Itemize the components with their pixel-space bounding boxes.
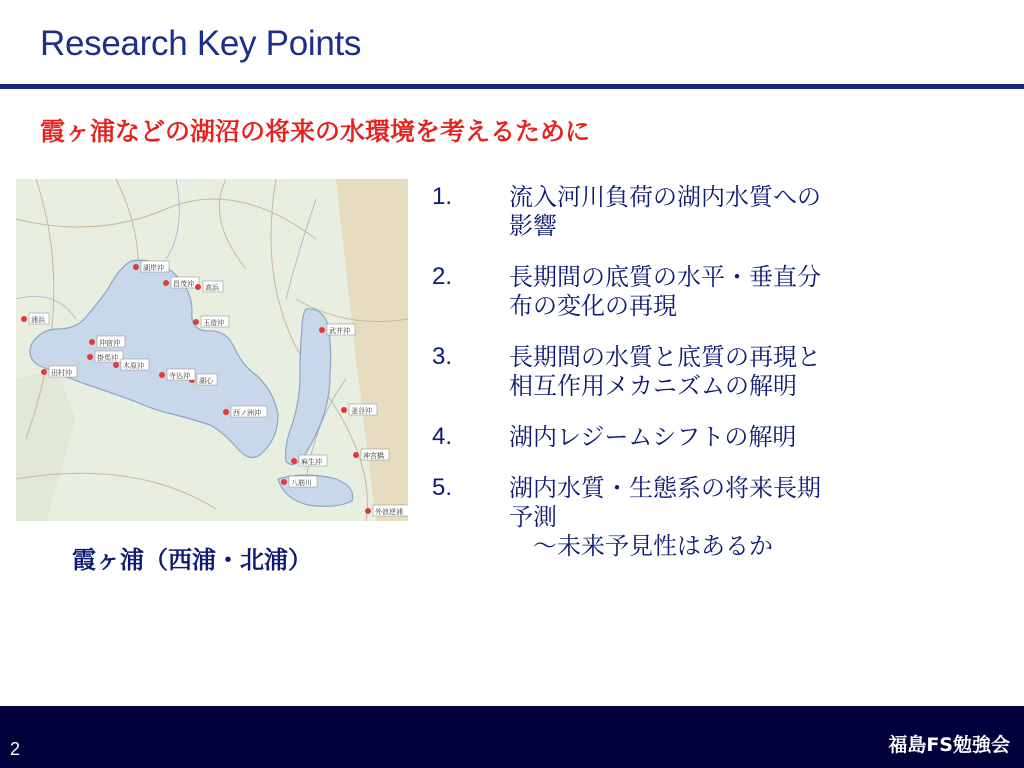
item-number: 4. [432,423,453,450]
lake-kasumigaura-map [16,179,408,521]
slide-title: Research Key Points [40,24,362,63]
list-item [432,263,992,321]
item-text: 湖内水質・生態系の将来長期 予測 〜未来予見性はあるか [509,474,821,560]
station-label: 西ノ洲沖 [233,409,261,417]
station-marker [21,316,27,322]
station-marker [133,264,139,270]
list-item [432,183,992,241]
station-label: 沖宿沖 [99,339,120,347]
list-item [432,423,992,452]
station-marker [319,327,325,333]
station-marker [281,479,287,485]
station-label: 外浪逆浦 [375,508,403,516]
station-label: 掛馬沖 [97,354,118,362]
station-marker [87,354,93,360]
footer-organization: 福島FS勉強会 [888,734,1010,756]
title-divider [0,84,1024,89]
station-marker [365,508,371,514]
station-marker [159,372,165,378]
list-item [432,474,992,561]
footer-bar [0,706,1024,768]
item-text: 湖内レジームシフトの解明 [509,423,797,451]
station-label: 昌茂沖 [173,280,194,288]
station-label: 湖心 [199,377,213,385]
station-marker [163,280,169,286]
item-number: 3. [432,343,453,370]
item-text: 流入河川負荷の湖内水質への 影響 [509,183,821,240]
station-marker [41,369,47,375]
station-marker [291,458,297,464]
item-number: 5. [432,474,453,501]
station-label: 釜谷沖 [351,407,372,415]
station-label: 武井沖 [329,327,350,335]
item-number: 2. [432,263,453,290]
station-marker [195,284,201,290]
station-marker [113,362,119,368]
station-marker [341,407,347,413]
station-marker [89,339,95,345]
map-graphic [16,179,408,521]
station-marker [223,409,229,415]
station-label: 寺込沖 [169,372,190,380]
station-marker [193,319,199,325]
map-caption: 霞ヶ浦（西浦・北浦） [72,546,312,574]
key-points-list [432,183,992,583]
station-label: 八筋川 [291,479,312,487]
station-label: 田村沖 [51,369,72,377]
page-number: 2 [10,739,21,759]
station-label: 木原沖 [123,362,144,370]
item-text: 長期間の水質と底質の再現と 相互作用メカニズムの解明 [509,343,821,400]
station-label: 玉造沖 [203,319,224,327]
station-label: 浦浜 [31,316,45,324]
station-marker [353,452,359,458]
station-label: 高浜 [205,284,219,292]
list-item [432,343,992,401]
item-number: 1. [432,183,453,210]
station-label: 麻生沖 [301,458,322,466]
station-label: 湖岸沖 [143,264,164,272]
slide-subtitle: 霞ヶ浦などの湖沼の将来の水環境を考えるために [40,117,591,146]
station-label: 神宮橋 [363,452,384,460]
item-text: 長期間の底質の水平・垂直分 布の変化の再現 [509,263,821,320]
